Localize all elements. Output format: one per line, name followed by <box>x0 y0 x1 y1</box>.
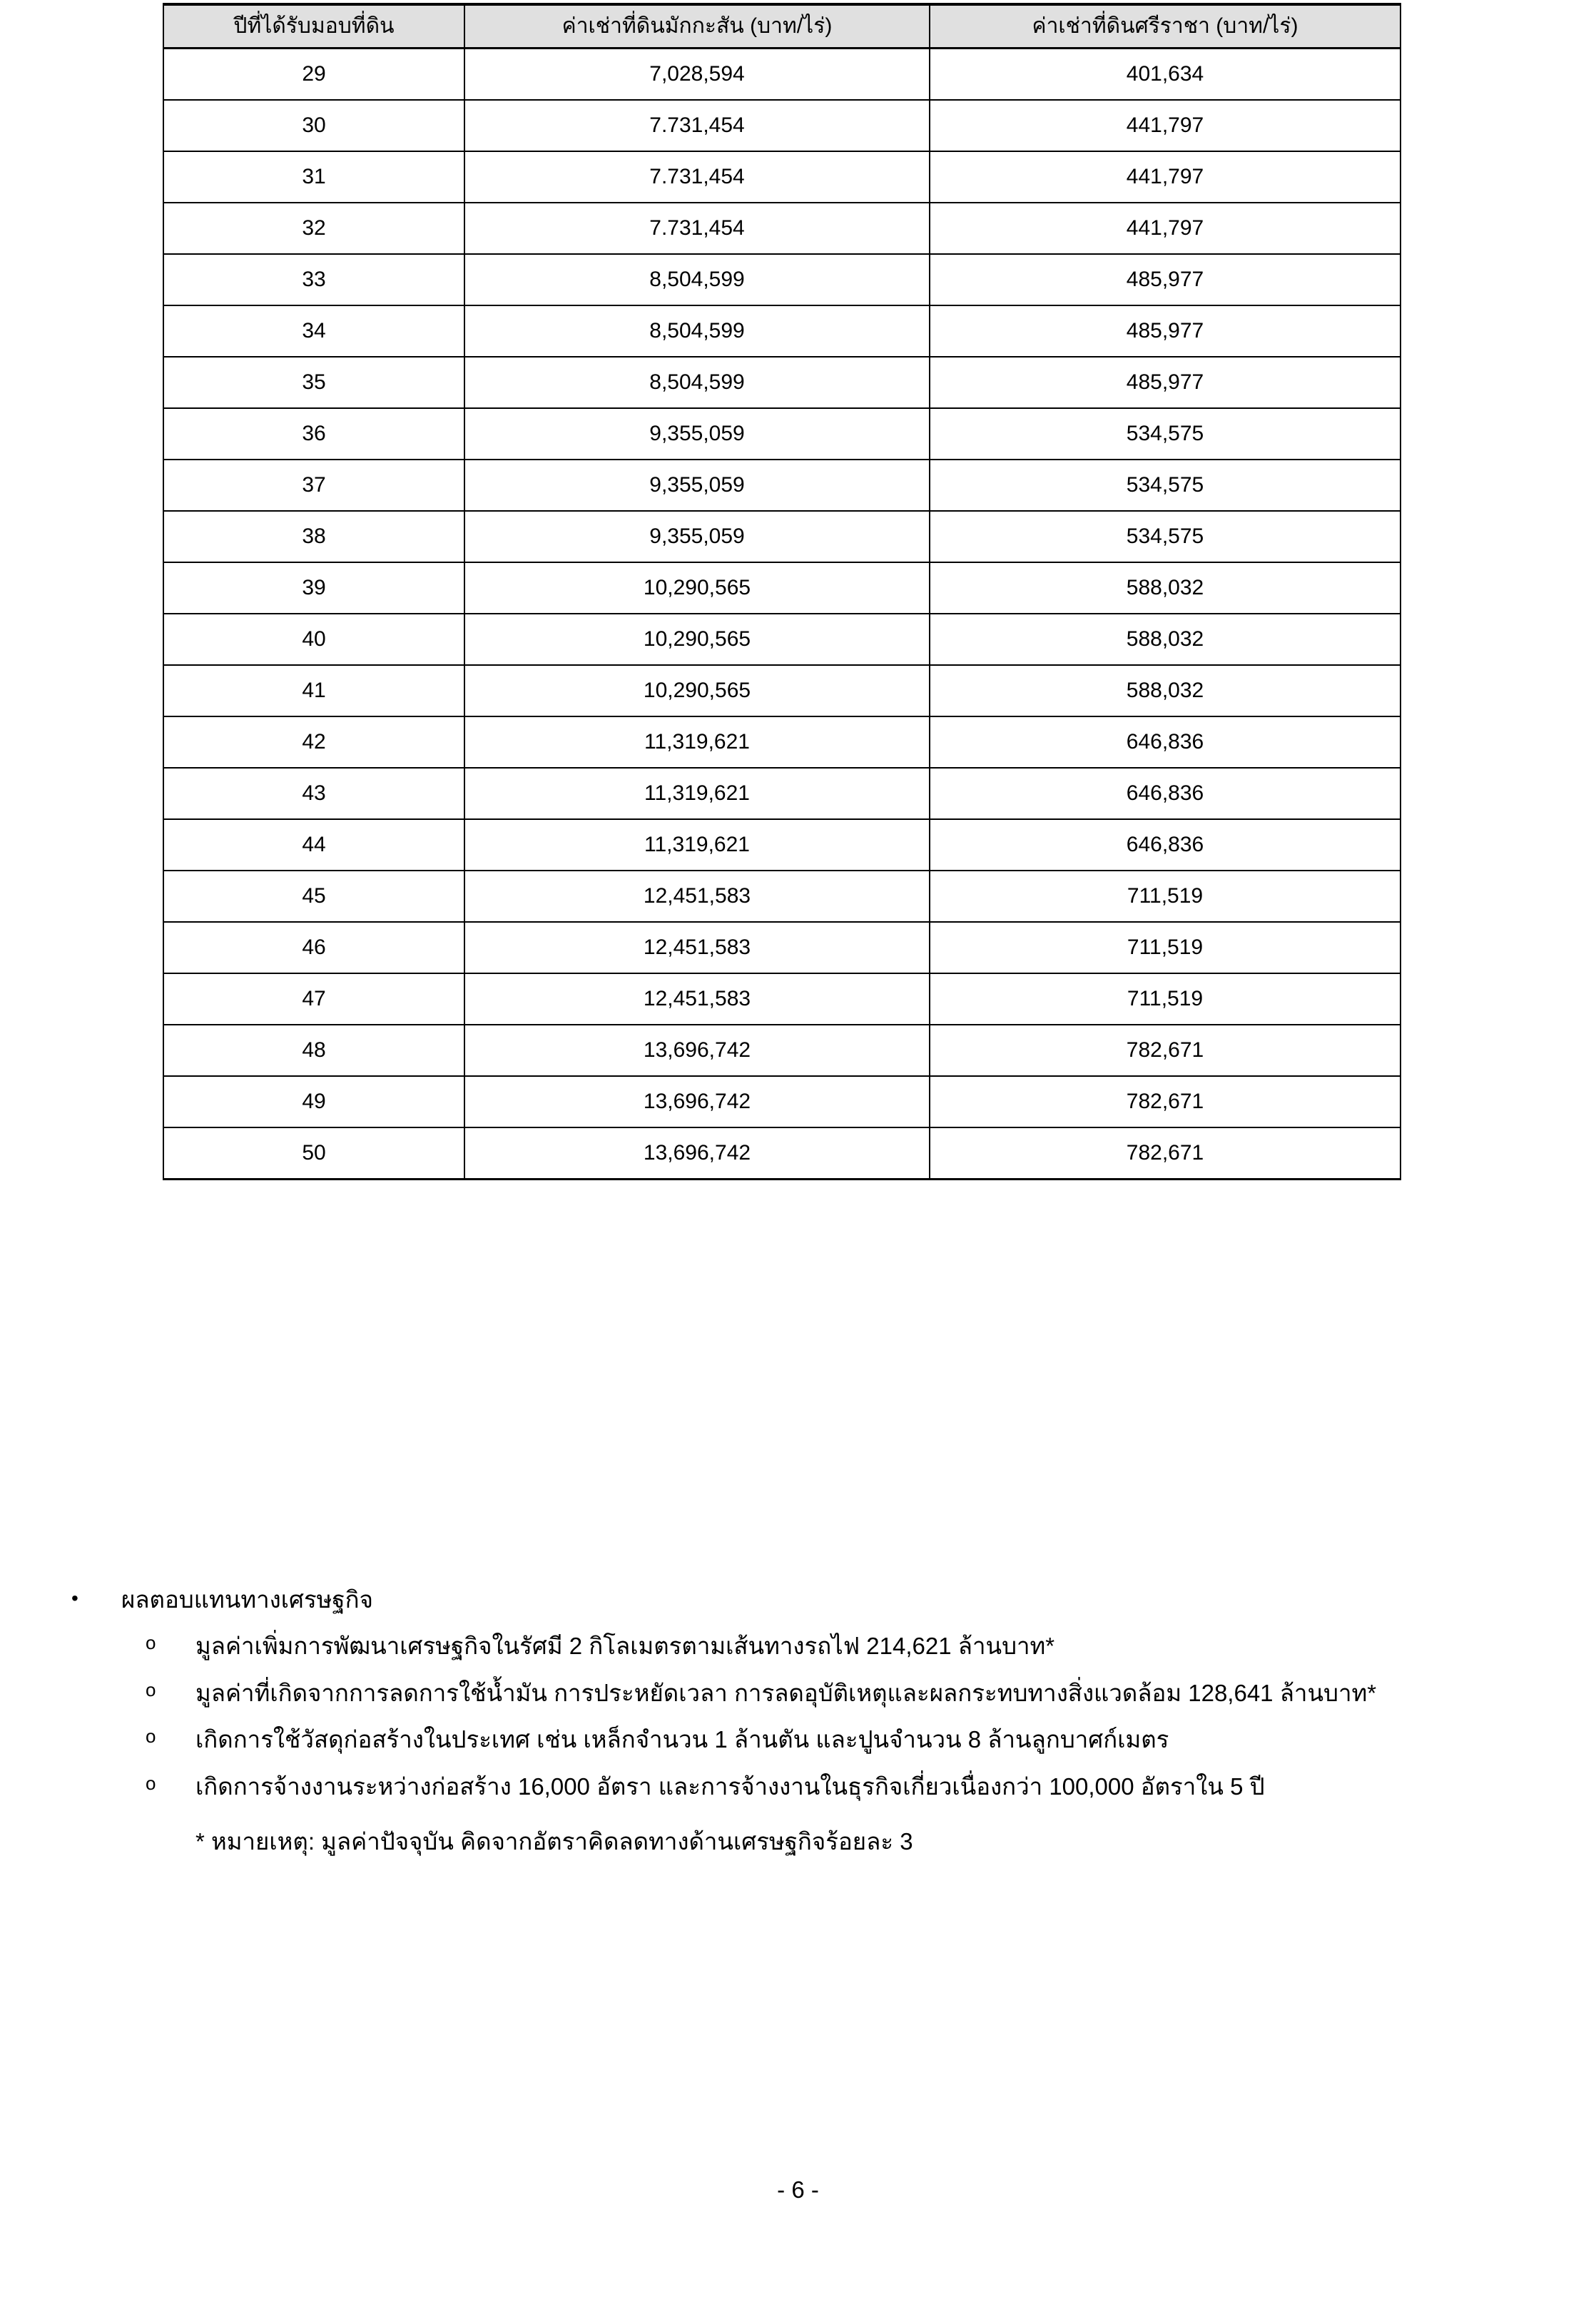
table-row <box>163 562 1401 614</box>
cell-year <box>163 871 464 922</box>
cell-year <box>163 768 464 819</box>
cell-sriracha-value: 646,836 <box>1126 730 1204 754</box>
cell-makkasan-value: 13,696,742 <box>643 1090 751 1113</box>
list-item <box>0 1627 1596 1665</box>
table-row <box>163 460 1401 511</box>
cell-makkasan-value: 10,290,565 <box>643 576 751 599</box>
cell-makkasan-value: 8,504,599 <box>649 268 745 291</box>
cell-year <box>163 1076 464 1127</box>
table-row <box>163 100 1401 151</box>
cell-makkasan <box>464 357 930 408</box>
cell-year <box>163 357 464 408</box>
cell-sriracha-value: 534,575 <box>1126 524 1204 548</box>
cell-year-value: 48 <box>302 1038 326 1062</box>
list-item <box>0 1674 1596 1712</box>
cell-makkasan-value: 11,319,621 <box>644 781 750 805</box>
cell-sriracha-value: 485,977 <box>1126 370 1204 394</box>
table-row <box>163 871 1401 922</box>
cell-sriracha <box>930 768 1401 819</box>
cell-year <box>163 716 464 768</box>
cell-sriracha-value: 782,671 <box>1126 1141 1204 1165</box>
cell-year <box>163 614 464 665</box>
cell-year <box>163 254 464 305</box>
cell-year-value: 46 <box>302 935 326 959</box>
cell-makkasan <box>464 151 930 203</box>
cell-makkasan <box>464 871 930 922</box>
cell-makkasan-value: 13,696,742 <box>643 1038 751 1062</box>
cell-year-value: 43 <box>302 781 326 805</box>
cell-year-value: 38 <box>302 524 326 548</box>
cell-year <box>163 1025 464 1076</box>
table-row <box>163 665 1401 716</box>
cell-year <box>163 511 464 562</box>
cell-sriracha <box>930 100 1401 151</box>
cell-makkasan <box>464 922 930 973</box>
cell-sriracha-value: 646,836 <box>1126 833 1204 856</box>
list-item <box>0 1720 1596 1758</box>
cell-makkasan <box>464 1076 930 1127</box>
table-row <box>163 614 1401 665</box>
cell-year <box>163 151 464 203</box>
bullet-circle-icon: o <box>146 1632 156 1654</box>
list-item-label: มูลค่าเพิ่มการพัฒนาเศรษฐกิจในรัศมี 2 กิโลเมตรตามเส้นทางรถไฟ 214,621 ล้านบาท* <box>195 1633 1055 1660</box>
cell-sriracha <box>930 357 1401 408</box>
cell-makkasan <box>464 1127 930 1180</box>
bullet-circle-icon: o <box>146 1772 156 1794</box>
cell-sriracha <box>930 203 1401 254</box>
cell-sriracha <box>930 511 1401 562</box>
cell-sriracha-value: 588,032 <box>1126 576 1204 599</box>
economic-returns-section <box>0 1583 1596 1859</box>
cell-sriracha <box>930 254 1401 305</box>
table-row <box>163 408 1401 460</box>
table-row <box>163 151 1401 203</box>
cell-sriracha <box>930 973 1401 1025</box>
cell-year-value: 47 <box>302 987 326 1010</box>
cell-makkasan-value: 12,451,583 <box>643 884 751 908</box>
cell-year-value: 31 <box>302 165 326 188</box>
cell-makkasan-value: 13,696,742 <box>643 1141 751 1165</box>
cell-sriracha <box>930 562 1401 614</box>
cell-makkasan <box>464 973 930 1025</box>
page-number: - 6 - <box>777 2176 819 2203</box>
table-body <box>163 49 1401 1180</box>
land-lease-table-container <box>163 3 1400 1180</box>
cell-makkasan <box>464 1025 930 1076</box>
list-item-label: เกิดการใช้วัสดุก่อสร้างในประเทศ เช่น เหล็กจำนวน 1 ล้านตัน และปูนจำนวน 8 ล้านลูกบาศก์เมตร <box>195 1726 1169 1753</box>
cell-makkasan <box>464 819 930 871</box>
cell-year-value: 50 <box>302 1141 326 1165</box>
cell-year-value: 41 <box>302 679 326 702</box>
cell-year-value: 36 <box>302 422 326 445</box>
cell-makkasan <box>464 203 930 254</box>
cell-sriracha-value: 441,797 <box>1126 216 1204 240</box>
bullet-circle-icon: o <box>146 1725 156 1748</box>
cell-makkasan-value: 12,451,583 <box>643 935 751 959</box>
cell-sriracha <box>930 922 1401 973</box>
cell-year-value: 44 <box>302 833 326 856</box>
cell-makkasan-value: 8,504,599 <box>649 319 745 343</box>
list-item-label: มูลค่าที่เกิดจากการลดการใช้น้ำมัน การประหยัดเวลา การลดอุบัติเหตุและผลกระทบทางสิ่งแวดล้อม 128,641 ล้านบาท* <box>195 1679 1377 1706</box>
table-row <box>163 973 1401 1025</box>
cell-sriracha <box>930 665 1401 716</box>
cell-sriracha <box>930 408 1401 460</box>
table-header-row <box>163 4 1401 49</box>
column-header-year <box>163 4 464 49</box>
cell-makkasan-value: 7.731,454 <box>649 113 745 137</box>
table-row <box>163 305 1401 357</box>
column-header-sriracha-label: ค่าเช่าที่ดินศรีราชา (บาท/ไร่) <box>1032 14 1298 38</box>
cell-year-value: 37 <box>302 473 326 497</box>
cell-year-value: 33 <box>302 268 326 291</box>
table-header <box>163 4 1401 49</box>
cell-makkasan <box>464 511 930 562</box>
cell-sriracha-value: 401,634 <box>1126 62 1204 86</box>
cell-makkasan-value: 10,290,565 <box>643 679 751 702</box>
column-header-makkasan-label: ค่าเช่าที่ดินมักกะสัน (บาท/ไร่) <box>561 14 833 38</box>
cell-sriracha-value: 588,032 <box>1126 679 1204 702</box>
cell-makkasan-value: 9,355,059 <box>649 473 745 497</box>
cell-sriracha <box>930 819 1401 871</box>
cell-year-value: 29 <box>302 62 326 86</box>
table-row <box>163 1076 1401 1127</box>
column-header-makkasan <box>464 4 930 49</box>
cell-year <box>163 203 464 254</box>
cell-makkasan <box>464 305 930 357</box>
cell-year <box>163 100 464 151</box>
bullet-circle-icon: o <box>146 1678 156 1700</box>
cell-sriracha <box>930 305 1401 357</box>
cell-makkasan <box>464 665 930 716</box>
table-row <box>163 254 1401 305</box>
cell-makkasan <box>464 408 930 460</box>
column-header-year-label: ปีที่ได้รับมอบที่ดิน <box>233 14 395 38</box>
cell-makkasan <box>464 614 930 665</box>
cell-sriracha <box>930 614 1401 665</box>
economic-returns-list <box>0 1627 1596 1805</box>
cell-sriracha-value: 782,671 <box>1126 1090 1204 1113</box>
table-row <box>163 819 1401 871</box>
cell-sriracha-value: 441,797 <box>1126 113 1204 137</box>
cell-year-value: 45 <box>302 884 326 908</box>
cell-sriracha-value: 534,575 <box>1126 473 1204 497</box>
cell-year-value: 32 <box>302 216 326 240</box>
table-row <box>163 1025 1401 1076</box>
cell-makkasan-value: 11,319,621 <box>644 833 750 856</box>
footnote-note: * หมายเหตุ: มูลค่าปัจจุบัน คิดจากอัตราคิดลดทางด้านเศรษฐกิจร้อยละ 3 <box>195 1827 913 1855</box>
cell-year <box>163 819 464 871</box>
cell-sriracha-value: 711,519 <box>1127 884 1204 908</box>
table-row <box>163 922 1401 973</box>
cell-makkasan <box>464 562 930 614</box>
cell-sriracha-value: 441,797 <box>1126 165 1204 188</box>
table-row <box>163 511 1401 562</box>
cell-sriracha-value: 711,519 <box>1127 935 1204 959</box>
cell-year <box>163 973 464 1025</box>
cell-sriracha <box>930 1127 1401 1180</box>
cell-year <box>163 305 464 357</box>
cell-year <box>163 49 464 101</box>
section-heading-bullet <box>0 1583 1596 1617</box>
cell-makkasan <box>464 768 930 819</box>
cell-year-value: 35 <box>302 370 326 394</box>
cell-makkasan-value: 12,451,583 <box>643 987 751 1010</box>
cell-sriracha <box>930 716 1401 768</box>
cell-year-value: 30 <box>302 113 326 137</box>
bullet-disc-icon: • <box>71 1587 78 1609</box>
cell-makkasan-value: 9,355,059 <box>649 422 745 445</box>
cell-sriracha-value: 485,977 <box>1126 319 1204 343</box>
cell-sriracha-value: 711,519 <box>1127 987 1204 1010</box>
cell-sriracha-value: 646,836 <box>1126 781 1204 805</box>
cell-makkasan-value: 11,319,621 <box>644 730 750 754</box>
cell-makkasan-value: 8,504,599 <box>649 370 745 394</box>
cell-makkasan-value: 10,290,565 <box>643 627 751 651</box>
section-heading-label: ผลตอบแทนทางเศรษฐกิจ <box>121 1586 373 1613</box>
cell-year <box>163 922 464 973</box>
cell-year-value: 34 <box>302 319 326 343</box>
land-lease-table <box>163 3 1401 1180</box>
table-row <box>163 1127 1401 1180</box>
cell-sriracha-value: 588,032 <box>1126 627 1204 651</box>
cell-sriracha <box>930 871 1401 922</box>
cell-sriracha <box>930 1025 1401 1076</box>
table-row <box>163 768 1401 819</box>
table-row <box>163 716 1401 768</box>
cell-sriracha-value: 485,977 <box>1126 268 1204 291</box>
cell-sriracha-value: 534,575 <box>1126 422 1204 445</box>
cell-makkasan-value: 7.731,454 <box>649 165 745 188</box>
cell-sriracha <box>930 460 1401 511</box>
cell-sriracha <box>930 49 1401 101</box>
cell-year <box>163 665 464 716</box>
list-item-label: เกิดการจ้างงานระหว่างก่อสร้าง 16,000 อัตรา และการจ้างงานในธุรกิจเกี่ยวเนื่องกว่า 100,000 อัตราใน 5 ปี <box>195 1773 1265 1800</box>
cell-sriracha <box>930 151 1401 203</box>
cell-year <box>163 408 464 460</box>
column-header-sriracha <box>930 4 1401 49</box>
cell-year <box>163 460 464 511</box>
cell-year <box>163 562 464 614</box>
cell-makkasan <box>464 49 930 101</box>
cell-year-value: 39 <box>302 576 326 599</box>
cell-sriracha-value: 782,671 <box>1126 1038 1204 1062</box>
cell-sriracha <box>930 1076 1401 1127</box>
cell-makkasan-value: 9,355,059 <box>649 524 745 548</box>
table-row <box>163 203 1401 254</box>
cell-year <box>163 1127 464 1180</box>
cell-year-value: 42 <box>302 730 326 754</box>
cell-makkasan <box>464 460 930 511</box>
list-item <box>0 1768 1596 1805</box>
cell-makkasan <box>464 716 930 768</box>
cell-year-value: 49 <box>302 1090 326 1113</box>
cell-makkasan-value: 7.731,454 <box>649 216 745 240</box>
cell-makkasan <box>464 254 930 305</box>
cell-makkasan-value: 7,028,594 <box>649 62 745 86</box>
table-row <box>163 49 1401 101</box>
cell-year-value: 40 <box>302 627 326 651</box>
cell-makkasan <box>464 100 930 151</box>
table-row <box>163 357 1401 408</box>
